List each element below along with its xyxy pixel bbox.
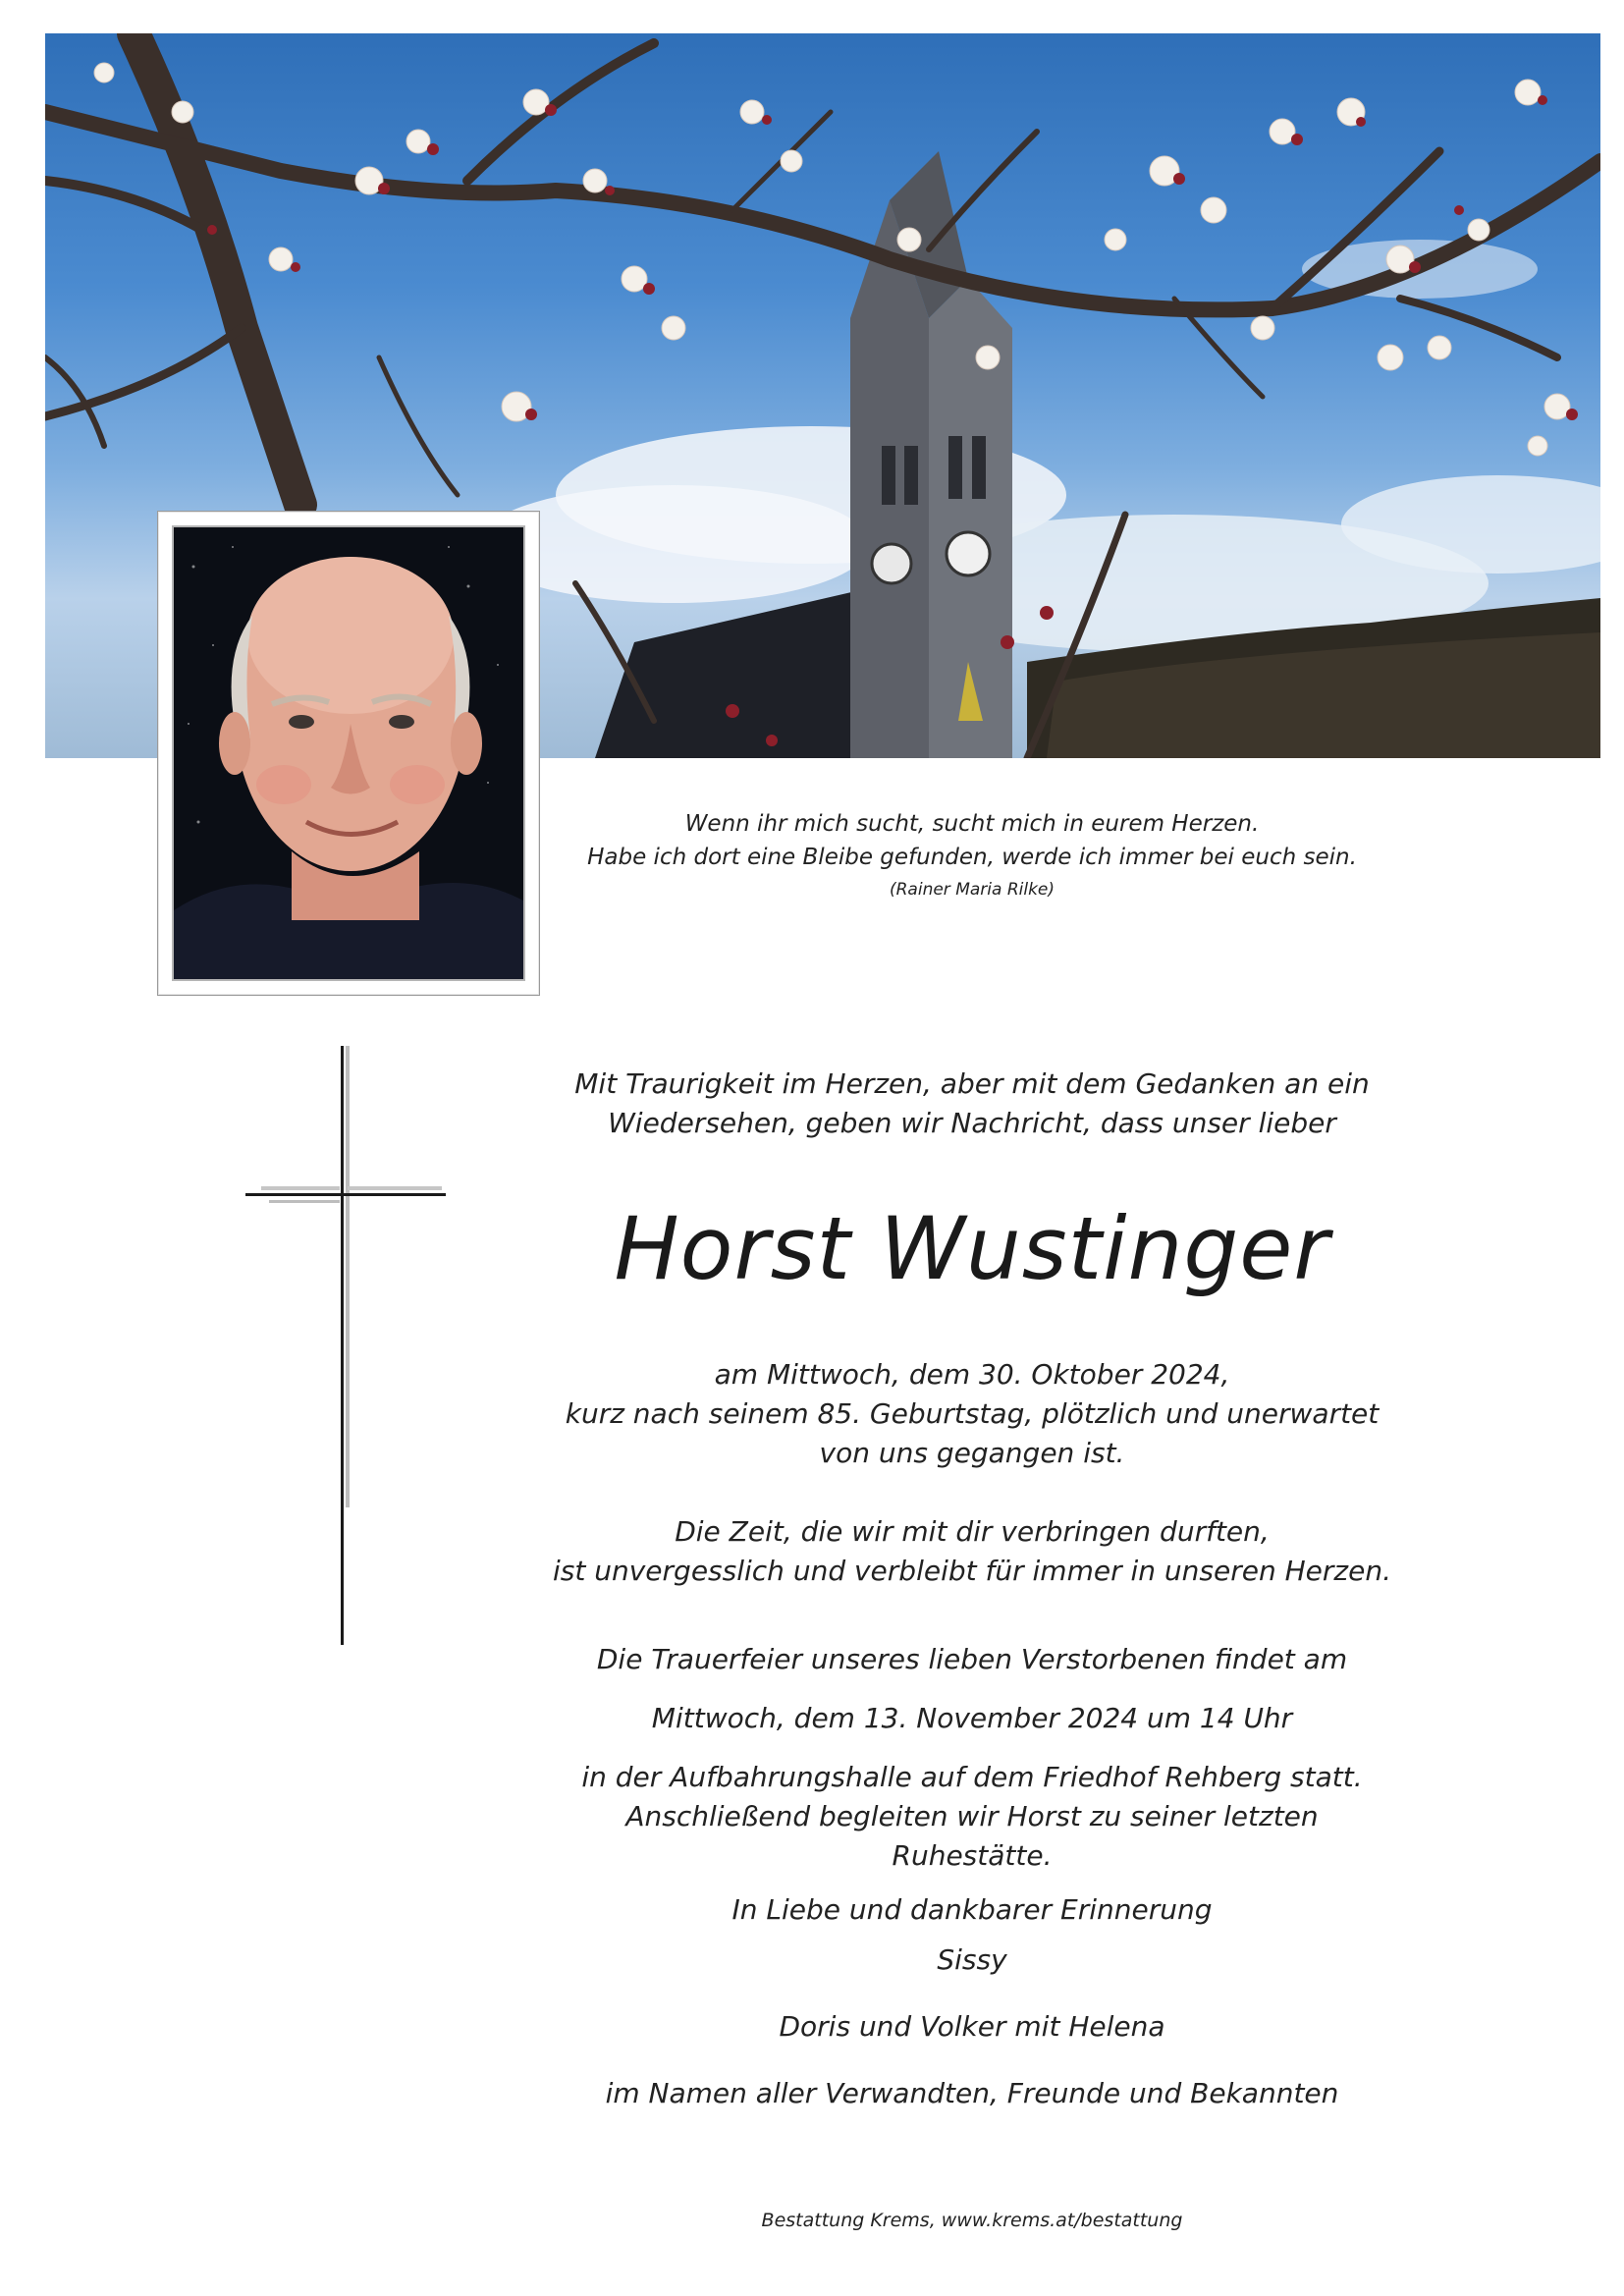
closing-line-1: In Liebe und dankbarer Erinnerung <box>731 1893 1213 1926</box>
memory-line-1: Die Zeit, die wir mit dir verbringen durften, <box>675 1515 1270 1548</box>
intro-line-1: Mit Traurigkeit im Herzen, aber mit dem Gedanken an ein <box>574 1067 1370 1100</box>
footer-funeral-home: Bestattung Krems, www.krems.at/bestattung <box>761 2210 1183 2231</box>
death-line-1: am Mittwoch, dem 30. Oktober 2024, <box>714 1358 1230 1391</box>
quote-line-2: Habe ich dort eine Bleibe gefunden, werde ich immer bei euch sein. <box>587 845 1357 870</box>
death-line-2: kurz nach seinem 85. Geburtstag, plötzlich und unerwartet <box>565 1397 1380 1430</box>
closing-signature-family: Doris und Volker mit Helena <box>779 2010 1165 2043</box>
portrait-frame <box>157 511 540 996</box>
death-line-3: von uns gegangen ist. <box>819 1437 1125 1469</box>
intro-line-2: Wiedersehen, geben wir Nachricht, dass unser lieber <box>608 1107 1336 1139</box>
deceased-name: Horst Wustinger <box>614 1198 1330 1299</box>
cross-icon <box>245 1046 452 1645</box>
closing-line-4: im Namen aller Verwandten, Freunde und Bekannten <box>605 2077 1339 2109</box>
memory-line-2: ist unvergesslich und verbleibt für immer in unseren Herzen. <box>553 1555 1391 1587</box>
quote-line-1: Wenn ihr mich sucht, sucht mich in eurem Herzen. <box>684 811 1260 837</box>
ceremony-line-1: Die Trauerfeier unseres lieben Verstorbenen findet am <box>596 1643 1348 1675</box>
ceremony-line-4: Anschließend begleiten wir Horst zu seiner letzten Ruhestätte. <box>625 1800 1319 1872</box>
ceremony-line-3: in der Aufbahrungshalle auf dem Friedhof Rehberg statt. <box>581 1761 1363 1793</box>
ceremony-line-2: Mittwoch, dem 13. November 2024 um 14 Uhr <box>651 1702 1293 1734</box>
quote-author: (Rainer Maria Rilke) <box>889 880 1056 900</box>
portrait-photo <box>172 525 525 981</box>
closing-signature-sissy: Sissy <box>937 1943 1007 1976</box>
